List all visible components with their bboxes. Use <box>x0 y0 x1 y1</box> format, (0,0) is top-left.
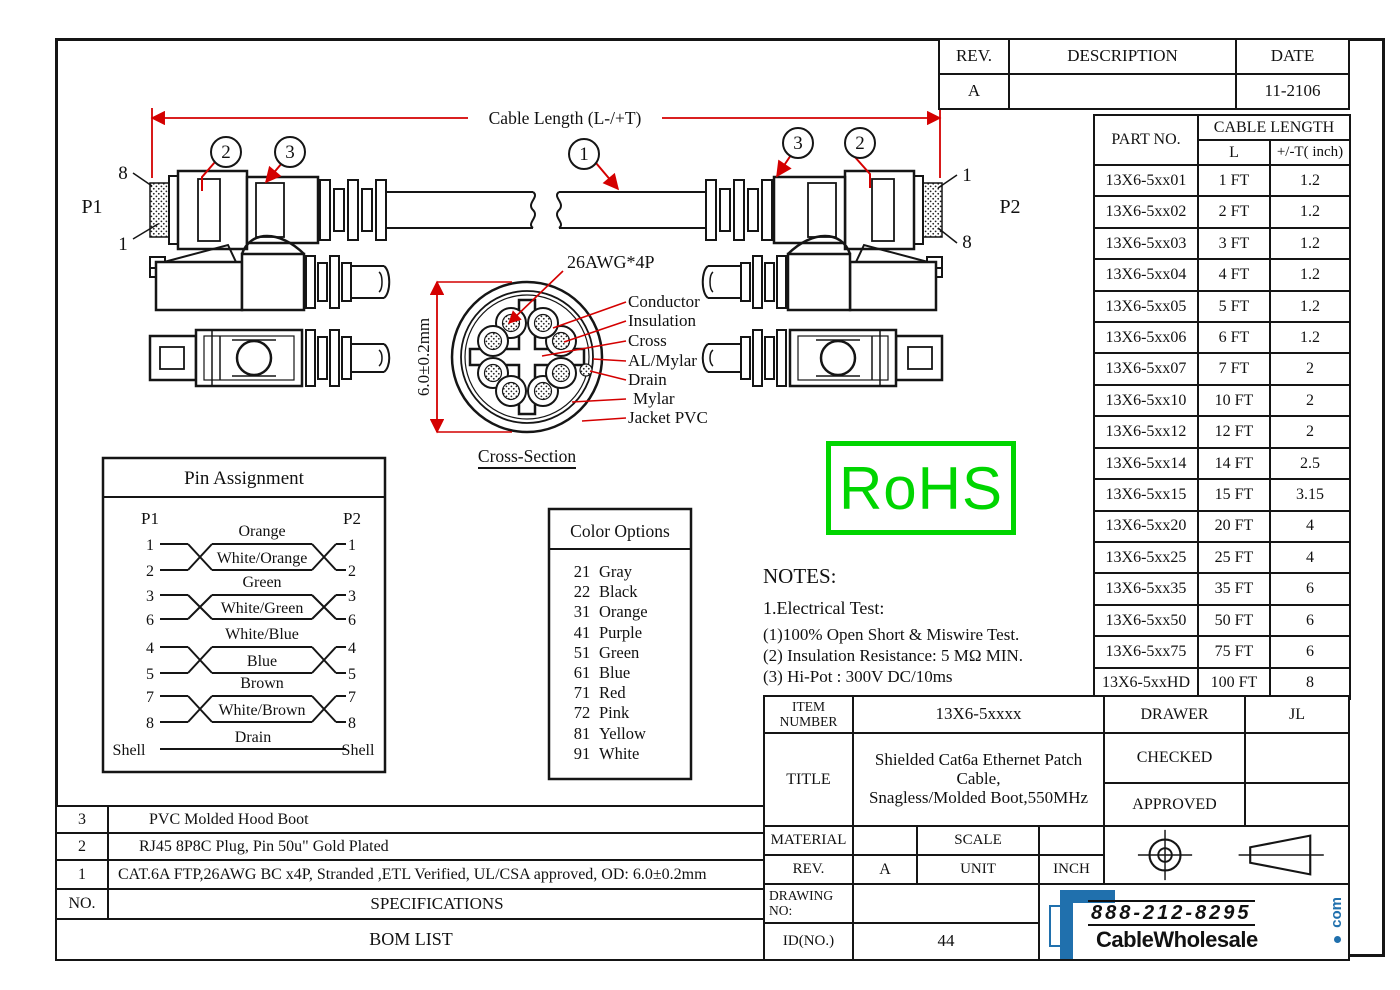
title-value-cell <box>854 734 1103 825</box>
color-name: Blue <box>599 663 631 682</box>
pin-number: 4 <box>348 640 356 657</box>
cross-section-diagram <box>414 252 708 468</box>
part-no-cell: 13X6-5xx03 <box>1095 229 1197 258</box>
part-no-cell: 13X6-5xx07 <box>1095 354 1197 383</box>
drawing-no-value-cell <box>854 885 1038 922</box>
title-line-2: Snagless/Molded Boot,550MHz <box>868 787 1089 807</box>
color-name: Pink <box>599 703 630 722</box>
pin-number: 4 <box>146 640 154 657</box>
balloon-label: 2 <box>221 142 231 163</box>
color-name: Yellow <box>599 724 646 743</box>
color-name: Orange <box>599 602 648 621</box>
color-name: Purple <box>599 623 643 642</box>
color-name: Black <box>599 582 638 601</box>
color-name: Green <box>599 643 640 662</box>
bom-no-cell: 2 <box>57 834 107 859</box>
tolerance-cell: 2 <box>1271 354 1349 383</box>
length-cell: 10 FT <box>1199 386 1269 415</box>
length-cell: 100 FT <box>1199 669 1269 698</box>
bom-no-cell: 1 <box>57 861 107 888</box>
part-no-cell: 13X6-5xx50 <box>1095 606 1197 635</box>
bom-spec-cell: RJ45 8P8C Plug, Pin 50u" Gold Plated <box>109 834 765 859</box>
pair-color-label: Brown <box>240 675 284 692</box>
color-code: 51 <box>573 643 591 662</box>
length-cell: 75 FT <box>1199 637 1269 666</box>
id-label-cell: ID(NO.) <box>765 924 852 959</box>
tolerance-cell: 3.15 <box>1271 480 1349 509</box>
balloon-label: 2 <box>855 133 865 154</box>
drain-label: Drain <box>234 729 272 746</box>
pin-assignment-diagram <box>103 458 385 772</box>
length-cell: 15 FT <box>1199 480 1269 509</box>
length-cell: 4 FT <box>1199 260 1269 289</box>
pin1-label: 1 <box>962 165 972 186</box>
part-no-header-cell: PART NO. <box>1095 116 1197 164</box>
date-value-cell: 11-2106 <box>1237 75 1348 108</box>
part-no-cell: 13X6-5xx04 <box>1095 260 1197 289</box>
balloon-label: 1 <box>579 144 589 165</box>
pin-number: 3 <box>146 588 154 605</box>
description-header-cell: DESCRIPTION <box>1010 40 1235 73</box>
date-header-cell: DATE <box>1237 40 1348 73</box>
tolerance-cell: 1.2 <box>1271 260 1349 289</box>
pin-number: 1 <box>146 537 154 554</box>
layer-label: Conductor <box>628 292 700 311</box>
part-no-cell: 13X6-5xx14 <box>1095 449 1197 478</box>
layer-label: Jacket PVC <box>628 408 708 427</box>
part-no-cell: 13X6-5xx12 <box>1095 417 1197 446</box>
pin-number: 8 <box>348 715 356 732</box>
drawer-label-cell: DRAWER <box>1105 697 1244 732</box>
checked-value-cell <box>1246 734 1348 782</box>
pin-number: 5 <box>348 666 356 683</box>
length-cell: 35 FT <box>1199 574 1269 603</box>
part-no-cell: 13X6-5xx02 <box>1095 197 1197 226</box>
approved-label-cell: APPROVED <box>1105 784 1244 825</box>
rohs-label: RoHS <box>838 454 1004 522</box>
length-cell: 5 FT <box>1199 292 1269 321</box>
rev-header-cell: REV. <box>940 40 1008 73</box>
color-options-box <box>549 509 691 779</box>
pin-number: 2 <box>146 563 154 580</box>
pin8-label: 8 <box>962 232 972 253</box>
pair-color-label: White/Brown <box>218 702 306 719</box>
logo-brand-name: CableWholesale <box>1096 927 1258 952</box>
part-no-cell: 13X6-5xx15 <box>1095 480 1197 509</box>
logo-tld: com <box>1327 897 1345 928</box>
cross-section-caption: Cross-Section <box>477 446 577 466</box>
color-name: White <box>599 744 640 763</box>
color-options-title: Color Options <box>570 521 670 541</box>
tolerance-cell: 6 <box>1271 606 1349 635</box>
description-value-cell <box>1010 75 1235 108</box>
tolerance-cell: 2.5 <box>1271 449 1349 478</box>
p1-label: P1 <box>81 196 103 218</box>
length-cell: 20 FT <box>1199 512 1269 541</box>
pin8-label: 8 <box>118 163 128 184</box>
part-no-cell: 13X6-5xx01 <box>1095 166 1197 195</box>
length-cell: 12 FT <box>1199 417 1269 446</box>
item-number-label-cell: ITEM NUMBER <box>765 697 852 732</box>
bom-spec-cell: CAT.6A FTP,26AWG BC x4P, Stranded ,ETL Verified, UL/CSA approved, OD: 6.0±0.2mm <box>109 861 765 888</box>
tolerance-cell: 1.2 <box>1271 197 1349 226</box>
bom-list-footer-cell: BOM LIST <box>57 920 765 959</box>
pin-number: 6 <box>146 612 154 629</box>
id-value-cell: 44 <box>854 924 1038 959</box>
pair-color-label: White/Green <box>220 600 304 617</box>
title-block <box>763 695 1350 961</box>
color-code: 71 <box>573 683 591 702</box>
approved-value-cell <box>1246 784 1348 825</box>
pair-color-label: Blue <box>246 653 278 670</box>
balloon-label: 3 <box>793 133 803 154</box>
color-code: 72 <box>573 703 591 722</box>
tolerance-cell: 1.2 <box>1271 323 1349 352</box>
cable-length-dim-label: Cable Length (L-/+T) <box>488 108 642 128</box>
length-cell: 2 FT <box>1199 197 1269 226</box>
color-code: 31 <box>573 602 591 621</box>
pin-number: 1 <box>348 537 356 554</box>
notes-heading: NOTES: <box>763 564 837 588</box>
length-cell: 3 FT <box>1199 229 1269 258</box>
pin-number: 3 <box>348 588 356 605</box>
notes-section <box>763 564 1093 687</box>
title-line-1: Shielded Cat6a Ethernet Patch Cable, <box>874 750 1083 789</box>
drawer-value-cell: JL <box>1246 697 1348 732</box>
part-no-cell: 13X6-5xx35 <box>1095 574 1197 603</box>
wire-gauge-label: 26AWG*4P <box>567 252 655 272</box>
logo-phone-number: 888-212-8295 <box>1088 900 1255 926</box>
title-label-cell: TITLE <box>765 734 852 825</box>
part-no-cell: 13X6-5xxHD <box>1095 669 1197 698</box>
pin-number: 2 <box>348 563 356 580</box>
part-no-cell: 13X6-5xx10 <box>1095 386 1197 415</box>
length-cell: 14 FT <box>1199 449 1269 478</box>
length-cell: 7 FT <box>1199 354 1269 383</box>
pair-color-label: White/Orange <box>216 550 308 567</box>
tolerance-subheader-cell: +/-T( inch) <box>1271 141 1349 164</box>
length-cell: 1 FT <box>1199 166 1269 195</box>
tolerance-cell: 6 <box>1271 637 1349 666</box>
shell-label: Shell <box>341 742 375 759</box>
tolerance-cell: 4 <box>1271 543 1349 572</box>
tolerance-cell: 1.2 <box>1271 166 1349 195</box>
rev-value-cell: A <box>940 75 1008 108</box>
color-name: Red <box>599 683 626 702</box>
layer-label: Drain <box>628 370 667 389</box>
projection-symbols-cell <box>1105 827 1348 883</box>
color-code: 91 <box>573 744 591 763</box>
pin-assignment-title: Pin Assignment <box>184 468 304 489</box>
unit-label-cell: UNIT <box>918 856 1038 883</box>
pin-number: 8 <box>146 715 154 732</box>
tolerance-cell: 2 <box>1271 386 1349 415</box>
scale-label-cell: SCALE <box>918 827 1038 854</box>
tolerance-cell: 1.2 <box>1271 229 1349 258</box>
layer-label: Mylar <box>633 389 675 408</box>
layer-label: AL/Mylar <box>628 351 697 370</box>
specifications-header-cell: SPECIFICATIONS <box>109 890 765 918</box>
p2-column-label: P2 <box>343 509 361 528</box>
checked-label-cell: CHECKED <box>1105 734 1244 782</box>
color-code: 61 <box>573 663 591 682</box>
tolerance-cell: 6 <box>1271 574 1349 603</box>
color-name: Gray <box>599 562 632 581</box>
notes-line: (3) Hi-Pot : 300V DC/10ms <box>763 667 953 686</box>
pin-number: 5 <box>146 666 154 683</box>
cablewholesale-logo <box>1040 885 1348 959</box>
p1-column-label: P1 <box>141 509 159 528</box>
notes-line: (1)100% Open Short & Miswire Test. <box>763 625 1020 644</box>
bom-table <box>55 805 767 961</box>
shell-label: Shell <box>112 742 146 759</box>
color-code: 22 <box>573 582 591 601</box>
color-code: 81 <box>573 724 591 743</box>
pair-color-label: Green <box>242 574 282 591</box>
color-code: 41 <box>573 623 591 642</box>
pair-color-label: Orange <box>238 523 286 540</box>
balloon-label: 3 <box>285 142 295 163</box>
item-number-value-cell: 13X6-5xxxx <box>854 697 1103 732</box>
length-subheader-cell: L <box>1199 141 1269 164</box>
tolerance-cell: 2 <box>1271 417 1349 446</box>
part-no-cell: 13X6-5xx20 <box>1095 512 1197 541</box>
bom-no-header-cell: NO. <box>57 890 107 918</box>
part-number-table <box>1093 114 1351 700</box>
part-no-cell: 13X6-5xx25 <box>1095 543 1197 572</box>
pin-number: 7 <box>146 689 154 706</box>
p2-label: P2 <box>999 196 1021 218</box>
unit-value-cell: INCH <box>1040 856 1103 883</box>
material-label-cell: MATERIAL <box>765 827 852 854</box>
cross-section-dim-label: 6.0±0.2mm <box>414 317 433 397</box>
revision-table <box>938 38 1350 110</box>
bom-no-cell: 3 <box>57 807 107 832</box>
material-value-cell <box>854 827 916 854</box>
drawing-no-label-cell: DRAWING NO: <box>765 885 852 922</box>
tolerance-cell: 8 <box>1271 669 1349 698</box>
bom-spec-cell: PVC Molded Hood Boot <box>109 807 765 832</box>
layer-label: Cross <box>628 331 667 350</box>
pin1-label: 1 <box>118 234 128 255</box>
pin-number: 6 <box>348 612 356 629</box>
cable-length-header-cell: CABLE LENGTH <box>1199 116 1349 139</box>
notes-line: (2) Insulation Resistance: 5 MΩ MIN. <box>763 646 1024 665</box>
logo-dot-icon <box>1334 936 1341 943</box>
tolerance-cell: 4 <box>1271 512 1349 541</box>
rev-label-cell: REV. <box>765 856 852 883</box>
pin-number: 7 <box>348 689 356 706</box>
notes-line: 1.Electrical Test: <box>763 598 885 618</box>
third-angle-projection-icon <box>1105 827 1348 883</box>
rev-value-cell: A <box>854 856 916 883</box>
length-cell: 50 FT <box>1199 606 1269 635</box>
layer-label: Insulation <box>628 311 696 330</box>
tolerance-cell: 1.2 <box>1271 292 1349 321</box>
color-code: 21 <box>573 562 591 581</box>
scale-value-cell <box>1040 827 1103 854</box>
length-cell: 25 FT <box>1199 543 1269 572</box>
pair-color-label: White/Blue <box>225 626 299 643</box>
part-no-cell: 13X6-5xx75 <box>1095 637 1197 666</box>
length-cell: 6 FT <box>1199 323 1269 352</box>
part-no-cell: 13X6-5xx06 <box>1095 323 1197 352</box>
rohs-badge <box>826 441 1016 535</box>
part-no-cell: 13X6-5xx05 <box>1095 292 1197 321</box>
